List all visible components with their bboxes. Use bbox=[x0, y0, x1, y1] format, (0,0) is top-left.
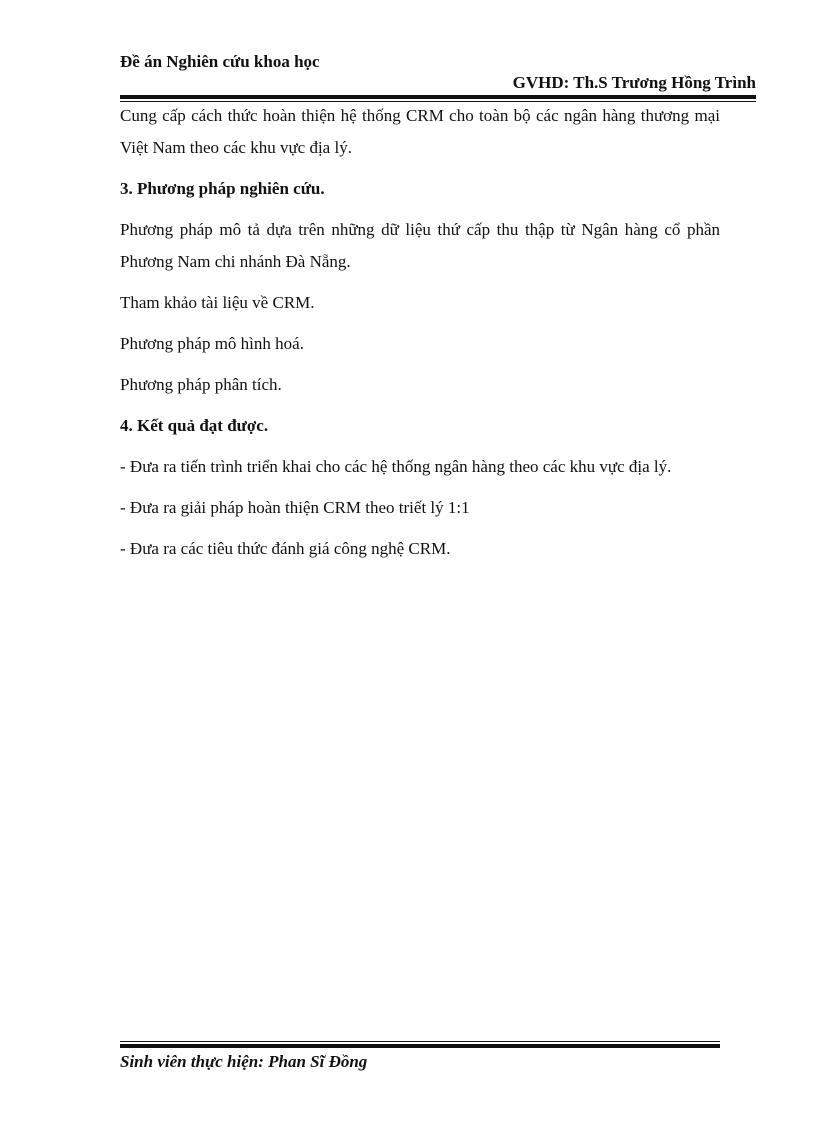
document-body bbox=[120, 100, 720, 565]
footer-rule-thin bbox=[120, 1041, 720, 1042]
header-rule-thick bbox=[120, 95, 756, 99]
section-4-item: - Đưa ra tiến trình triển khai cho các hệ thống ngân hàng theo các khu vực địa lý. bbox=[120, 457, 672, 476]
intro-paragraph: Cung cấp cách thức hoàn thiện hệ thống CRM cho toàn bộ các ngân hàng thương mại Việt Nam theo các khu vực địa lý. bbox=[120, 106, 720, 157]
section-3-item: Phương pháp mô hình hoá. bbox=[120, 334, 304, 353]
footer-author: Sinh viên thực hiện: Phan Sĩ Đồng bbox=[120, 1052, 368, 1071]
section-4-heading: 4. Kết quả đạt được. bbox=[120, 416, 269, 435]
section-3-item: Phương pháp phân tích. bbox=[120, 375, 282, 394]
header-supervisor: GVHD: Th.S Trương Hồng Trình bbox=[512, 73, 756, 92]
section-4-item: - Đưa ra các tiêu thức đánh giá công nghệ CRM. bbox=[120, 539, 451, 558]
section-4-item: - Đưa ra giải pháp hoàn thiện CRM theo triết lý 1:1 bbox=[120, 498, 470, 517]
section-3-item: Phương pháp mô tả dựa trên những dữ liệu thứ cấp thu thập từ Ngân hàng cổ phần Phương Nam chi nhánh Đà Nẵng. bbox=[120, 220, 720, 271]
section-3-item: Tham khảo tài liệu về CRM. bbox=[120, 293, 315, 312]
footer-rule bbox=[120, 1041, 720, 1049]
header-title: Đề án Nghiên cứu khoa học bbox=[120, 52, 320, 71]
section-3-heading: 3. Phương pháp nghiên cứu. bbox=[120, 179, 325, 198]
footer-rule-thick bbox=[120, 1044, 720, 1048]
